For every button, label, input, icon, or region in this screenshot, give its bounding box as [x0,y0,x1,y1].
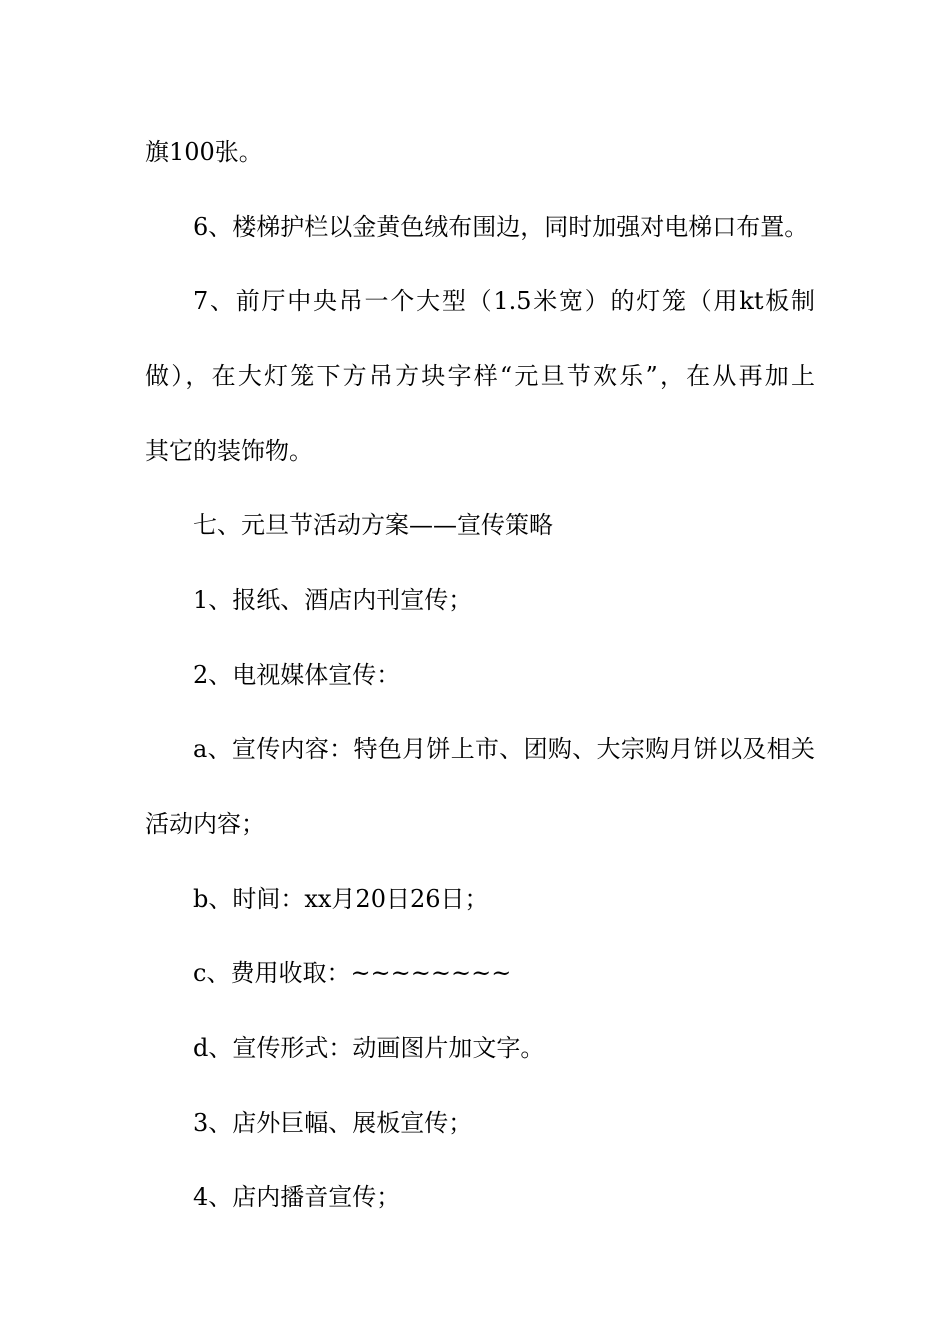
text-line-11: b、时间：xx月20日26日； [193,885,489,913]
text-line-15: 4、店内播音宣传； [193,1183,401,1211]
section-heading: 七、元旦节活动方案——宣传策略 [193,511,553,539]
text-line-1: 旗100张。 [145,138,263,166]
text-line-10: 活动内容； [145,810,265,838]
text-line-12: c、费用收取：~~~~~~~~ [193,959,512,987]
text-line-7: 1、报纸、酒店内刊宣传； [193,586,473,614]
text-line-8: 2、电视媒体宣传： [193,661,401,689]
text-line-3: 7、前厅中央吊一个大型（1.5米宽）的灯笼（用kt板制 [193,287,815,315]
text-line-13: d、宣传形式：动画图片加文字。 [193,1034,545,1062]
text-line-4: 做），在大灯笼下方吊方块字样“元旦节欢乐”，在从再加上 [145,362,815,390]
text-line-5: 其它的装饰物。 [145,437,313,465]
text-line-2: 6、楼梯护栏以金黄色绒布围边，同时加强对电梯口布置。 [193,213,809,241]
text-line-14: 3、店外巨幅、展板宣传； [193,1109,473,1137]
text-line-9: a、宣传内容：特色月饼上市、团购、大宗购月饼以及相关 [193,735,815,763]
